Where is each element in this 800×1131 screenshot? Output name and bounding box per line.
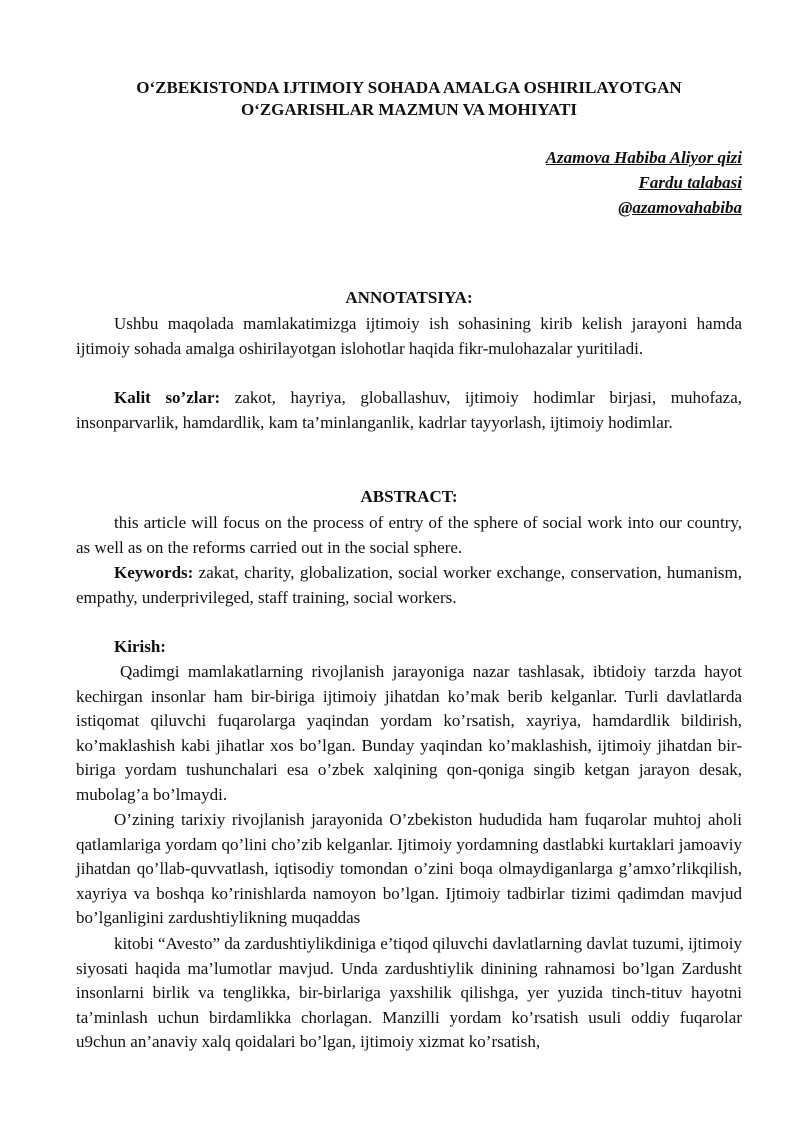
intro-heading: Kirish: (114, 637, 166, 656)
annotation-heading: ANNOTATSIYA: (345, 288, 473, 307)
author-affiliation: Fardu talabasi (638, 173, 742, 192)
article-title (76, 77, 742, 121)
abstract-keywords (76, 561, 742, 610)
keywords-list-en: zakat, charity, globalization, social worker exchange, conservation, humanism, empathy, underprivileged, staff training, social workers. (76, 563, 742, 607)
annotation-text: Ushbu maqolada mamlakatimizga ijtimoiy ish sohasining kirib kelish jarayoni hamda ijtimoiy sohada amalga oshirilayotgan islohotlar haqida fikr-mulohazalar yuritiladi. (76, 314, 742, 358)
author-block (342, 145, 742, 220)
author-handle: @azamovahabiba (618, 198, 742, 217)
keywords-label-en: Keywords: (114, 563, 194, 582)
keywords-list: zakot, hayriya, globallashuv, ijtimoiy hodimlar birjasi, muhofaza, insonparvarlik, hamdardlik, kam ta’minlanganlik, kadrlar tayyorlash, ijtimoiy hodimlar. (76, 388, 742, 432)
abstract-text: this article will focus on the process of entry of the sphere of social work into our country, as well as on the reforms carried out in the social sphere. (76, 513, 742, 557)
intro-paragraph-2: O’zining tarixiy rivojlanish jarayonida O’zbekiston hududida ham fuqarolar muhtoj aholi qatlamlariga yordam qo’lini cho’zib kelganlar. Ijtimoiy yordamning dastlabki kurtaklari jamoaviy jihatdan qo’llab-quvvatlash, iqtisodiy tomondan o’zini boqa olmaydiganlarga g’amxo’rlikqilish, xayriya va boshqa ko’rinishlarda namoyon bo’lgan. Ijtimoiy tadbirlar tizimi qadimdan mavjud bo’lganligini zardushtiylikning muqaddas (76, 810, 742, 928)
intro-paragraph-1: Qadimgi mamlakatlarning rivojlanish jarayoniga nazar tashlasak, ibtidoiy tarzda hayot kechirgan insonlar ham bir-biriga ijtimoiy jihatdan ko’mak berib kelganlar. Turli davlatlarda istiqomat qiluvchi fuqarolarga yaqindan yordam ko’rsatish, xayriya, hamdardlik bildirish, ko’maklashish kabi jihatlar xos bo’lgan. Bunday yaqindan ko’maklashish, ijtimoiy jihatdan bir-biriga yordam tushunchalari esa o’zbek xalqining qon-qoniga singib ketgan jarayon desak, mubolag’a bo’lmaydi. (76, 662, 742, 804)
title-line-1: O‘ZBEKISTONDA IJTIMOIY SOHADA AMALGA OSHIRILAYOTGAN (136, 78, 682, 97)
abstract-heading: ABSTRACT: (360, 487, 458, 506)
author-name: Azamova Habiba Aliyor qizi (545, 148, 742, 167)
title-line-2: O‘ZGARISHLAR MAZMUN VA MOHIYATI (240, 100, 578, 119)
keywords-label: Kalit so’zlar: (114, 388, 221, 407)
annotation-keywords (76, 386, 742, 435)
intro-paragraph-3: kitobi “Avesto” da zardushtiylikdiniga e’tiqod qiluvchi davlatlarning davlat tuzumi, ijtimoiy siyosati haqida ma’lumotlar mavjud. Unda zardushtiylik dinining rahnamosi bo’lgan Zardusht insonlarni birlik va tenglikka, bir-birlariga yaxshilik qilishga, yer yuzida tinch-tituv hayotni ta’minlash uchun birdamlikka chorlagan. Manzilli yordam ko’rsatish usuli oddiy fuqarolar u9chun an’anaviy xalq qoidalari bo’lgan, ijtimoiy xizmat ko’rsatish, (76, 934, 742, 1052)
